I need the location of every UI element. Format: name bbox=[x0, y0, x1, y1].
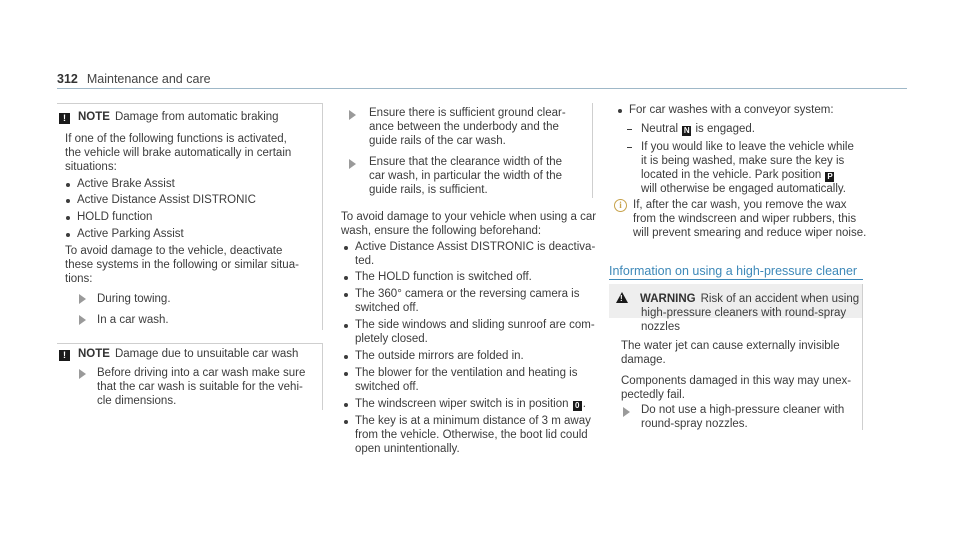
list-item: HOLD function bbox=[77, 211, 153, 223]
list-item: The side windows and sliding sunroof are com- pletely closed. bbox=[355, 319, 595, 345]
warning-title-cont: high-pressure cleaners with round-spray nozzles bbox=[641, 307, 847, 333]
step-item: Do not use a high-pressure cleaner with round-spray nozzles. bbox=[641, 404, 845, 430]
step-item: During towing. bbox=[97, 293, 171, 305]
middle-intro: To avoid damage to your vehicle when using a car wash, ensure the following beforehand: bbox=[341, 211, 597, 237]
step-arrow-icon bbox=[349, 159, 356, 169]
info-text: If, after the car wash, you remove the wax from the windscreen and wiper rubbers, this will prevent smearing and reduce wiper noise. bbox=[633, 199, 867, 239]
step-item: In a car wash. bbox=[97, 314, 169, 326]
bullet-icon bbox=[344, 372, 348, 376]
list-item: The 360° camera or the reversing camera is switched off. bbox=[355, 288, 580, 314]
warning-text: Components damaged in this way may unex- pectedly fail. bbox=[621, 375, 852, 401]
step-item: Ensure that the clearance width of the car wash, in particular the width of the guide rails, is sufficient. bbox=[369, 156, 563, 196]
step-item: Ensure there is sufficient ground clear- ance between the underbody and the guide rails of the car wash. bbox=[369, 107, 566, 147]
step-item: Before driving into a car wash make sure that the car wash is suitable for the vehi- cle dimensions. bbox=[97, 367, 306, 407]
note-label: NOTE bbox=[78, 348, 110, 360]
bullet-icon bbox=[344, 420, 348, 424]
list-item: Active Parking Assist bbox=[77, 228, 184, 240]
bullet-icon bbox=[618, 109, 622, 113]
bullet-icon bbox=[344, 324, 348, 328]
list-item: The HOLD function is switched off. bbox=[355, 271, 532, 283]
list-item: Active Brake Assist bbox=[77, 178, 175, 190]
bullet-icon bbox=[66, 199, 70, 203]
list-item: For car washes with a conveyor system: bbox=[629, 104, 834, 116]
dash-icon bbox=[627, 129, 632, 130]
list-item: The key is at a minimum distance of 3 m away from the vehicle. Otherwise, the boot lid could open unintentionally. bbox=[355, 415, 591, 455]
step-arrow-icon bbox=[79, 315, 86, 325]
bullet-icon bbox=[344, 246, 348, 250]
note-box-braking bbox=[57, 103, 323, 104]
note-carwash-header bbox=[59, 347, 298, 361]
park-key-icon: P bbox=[827, 172, 833, 181]
bullet-icon bbox=[344, 403, 348, 407]
note-title: Damage due to unsuitable car wash bbox=[114, 348, 299, 360]
note-braking-intro: If one of the following functions is activated, the vehicle will brake automatically in certain situations: bbox=[65, 133, 292, 173]
step-arrow-icon bbox=[349, 110, 356, 120]
bullet-icon bbox=[344, 276, 348, 280]
exclamation-icon: ! bbox=[59, 350, 70, 361]
warning-triangle-icon: ! bbox=[616, 292, 628, 303]
list-item: The windscreen wiper switch is in position 0 . bbox=[355, 398, 586, 410]
wiper-position-key-icon: 0 bbox=[573, 401, 582, 411]
note-braking-header bbox=[59, 110, 279, 124]
page-number: 312 bbox=[57, 72, 78, 86]
note-box-carwash bbox=[57, 343, 323, 344]
note-braking-advice: To avoid damage to the vehicle, deactivate these systems in the following or similar situa- tions: bbox=[65, 245, 299, 285]
warning-box-border bbox=[862, 284, 863, 430]
page-header bbox=[57, 72, 211, 86]
warning-header bbox=[616, 292, 859, 306]
bullet-icon bbox=[344, 293, 348, 297]
list-item: Active Distance Assist DISTRONIC is deactiva- ted. bbox=[355, 241, 596, 267]
bullet-icon bbox=[66, 183, 70, 187]
info-icon: i bbox=[614, 199, 627, 212]
warning-title: Risk of an accident when using bbox=[700, 293, 860, 305]
section-heading: Information on using a high-pressure cleaner bbox=[609, 264, 858, 278]
step-arrow-icon bbox=[623, 407, 630, 417]
bullet-icon bbox=[66, 233, 70, 237]
bullet-icon bbox=[66, 216, 70, 220]
list-item: The outside mirrors are folded in. bbox=[355, 350, 524, 362]
warning-label: WARNING bbox=[640, 293, 696, 305]
section-title: Maintenance and care bbox=[86, 72, 211, 86]
step-arrow-icon bbox=[79, 369, 86, 379]
exclamation-icon: ! bbox=[59, 113, 70, 124]
note-box-carwash-cont-border bbox=[592, 103, 593, 198]
bullet-icon bbox=[344, 355, 348, 359]
note-box-braking-border bbox=[322, 103, 323, 330]
dash-icon bbox=[627, 147, 632, 148]
sub-item: Neutral N is engaged. bbox=[641, 123, 755, 135]
note-title: Damage from automatic braking bbox=[114, 111, 279, 123]
warning-text: The water jet can cause externally invisible damage. bbox=[621, 340, 840, 366]
sub-item: If you would like to leave the vehicle while it is being washed, make sure the key is located in the vehicle. Park position P will otherwise be engaged automatically. bbox=[641, 141, 854, 195]
neutral-key-icon: N bbox=[683, 126, 690, 135]
section-heading-rule bbox=[609, 279, 863, 280]
header-rule bbox=[57, 88, 907, 89]
list-item: Active Distance Assist DISTRONIC bbox=[77, 194, 256, 206]
step-arrow-icon bbox=[79, 294, 86, 304]
list-item: The blower for the ventilation and heating is switched off. bbox=[355, 367, 578, 393]
note-label: NOTE bbox=[78, 111, 110, 123]
note-box-carwash-border bbox=[322, 343, 323, 410]
